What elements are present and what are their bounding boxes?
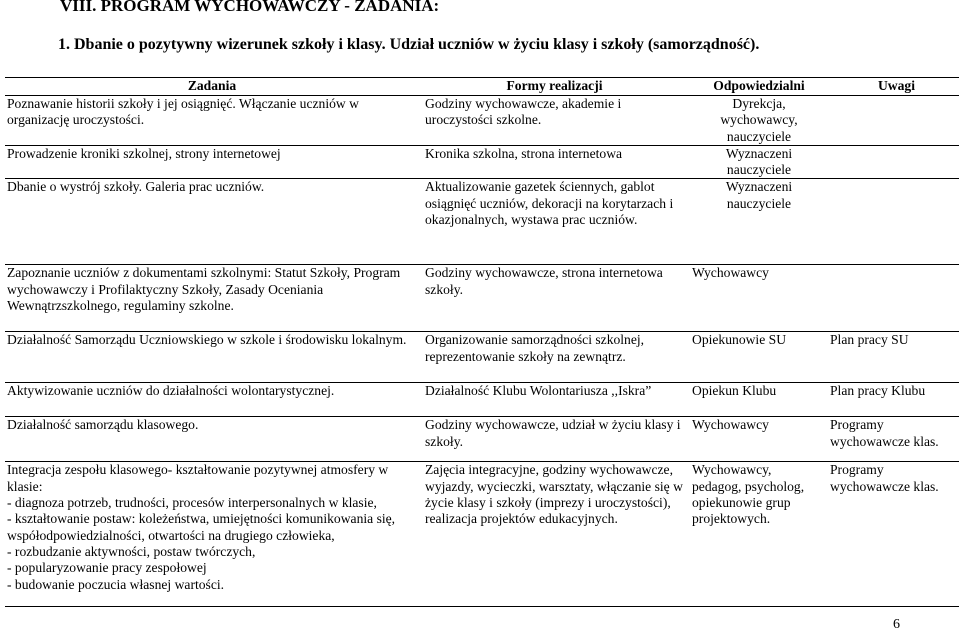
responsible-cell: Wychowawcy, pedagog, psycholog, opiekunowie grup projektowych. [690, 462, 828, 607]
task-cell: Poznawanie historii szkoły i jej osiągnięć. Włączanie uczniów w organizację uroczystości. [5, 96, 419, 146]
page-number: 6 [893, 617, 900, 632]
notes-cell: Programy wychowawcze klas. [828, 417, 959, 462]
column-header-tasks: Zadania [5, 78, 419, 96]
table-row [5, 462, 959, 607]
responsible-cell: Opiekun Klubu [690, 383, 828, 417]
forms-cell: Aktualizowanie gazetek ściennych, gablot osiągnięć uczniów, dekoracji na korytarzach i okazjonalnych, wystawa prac uczniów. [419, 179, 690, 265]
forms-cell: Kronika szkolna, strona internetowa [419, 145, 690, 179]
task-cell: Zapoznanie uczniów z dokumentami szkolnymi: Statut Szkoły, Program wychowawczy i Profilaktyczny Szkoły, Zasady Oceniania Wewnątrzszkolnego, regulaminy szkolne. [5, 265, 419, 332]
task-cell: Aktywizowanie uczniów do działalności wolontarystycznej. [5, 383, 419, 417]
responsible-cell: Wychowawcy [690, 417, 828, 462]
notes-cell [828, 145, 959, 179]
responsible-cell: Wychowawcy [690, 265, 828, 332]
task-cell: Dbanie o wystrój szkoły. Galeria prac uczniów. [5, 179, 419, 265]
notes-cell: Plan pracy Klubu [828, 383, 959, 417]
tasks-table [5, 77, 959, 607]
notes-cell: Plan pracy SU [828, 332, 959, 383]
notes-cell [828, 179, 959, 265]
table-row [5, 179, 959, 265]
notes-cell [828, 265, 959, 332]
responsible-cell: Dyrekcja, wychowawcy, nauczyciele [690, 96, 828, 146]
column-header-notes: Uwagi [828, 78, 959, 96]
task-cell: Integracja zespołu klasowego- kształtowanie pozytywnej atmosfery w klasie: - diagnoza potrzeb, trudności, procesów interpersonalnych w klasie, - kształtowanie postaw: koleżeństwa, umiejętności komunikowania się, współodpowiedzialności, otwartości na drugiego człowieka, - rozbudzanie aktywności, postaw twórczych, - popularyzowanie pracy zespołowej - budowanie poczucia własnej wartości. [5, 462, 419, 607]
table-row [5, 145, 959, 179]
responsible-cell: Wyznaczeni nauczyciele [690, 145, 828, 179]
forms-cell: Godziny wychowawcze, udział w życiu klasy i szkoły. [419, 417, 690, 462]
task-cell: Działalność samorządu klasowego. [5, 417, 419, 462]
table-row [5, 417, 959, 462]
forms-cell: Zajęcia integracyjne, godziny wychowawcze, wyjazdy, wycieczki, warsztaty, włączanie się w życie klasy i szkoły (imprezy i uroczystości), realizacja projektów edukacyjnych. [419, 462, 690, 607]
forms-cell: Organizowanie samorządności szkolnej, reprezentowanie szkoły na zewnątrz. [419, 332, 690, 383]
column-header-responsible: Odpowiedzialni [690, 78, 828, 96]
table-row [5, 332, 959, 383]
section-title: VIII. PROGRAM WYCHOWAWCZY - ZADANIA: [60, 0, 440, 15]
table-row [5, 265, 959, 332]
forms-cell: Godziny wychowawcze, akademie i uroczystości szkolne. [419, 96, 690, 146]
table-row [5, 96, 959, 146]
subsection-title: 1. Dbanie o pozytywny wizerunek szkoły i klasy. Udział uczniów w życiu klasy i szkoły (samorządność). [58, 36, 760, 53]
responsible-cell: Opiekunowie SU [690, 332, 828, 383]
responsible-cell: Wyznaczeni nauczyciele [690, 179, 828, 265]
task-cell: Prowadzenie kroniki szkolnej, strony internetowej [5, 145, 419, 179]
forms-cell: Działalność Klubu Wolontariusza ,,Iskra” [419, 383, 690, 417]
task-cell: Działalność Samorządu Uczniowskiego w szkole i środowisku lokalnym. [5, 332, 419, 383]
table-row [5, 383, 959, 417]
table-header-row [5, 78, 959, 96]
notes-cell: Programy wychowawcze klas. [828, 462, 959, 607]
notes-cell [828, 96, 959, 146]
forms-cell: Godziny wychowawcze, strona internetowa szkoły. [419, 265, 690, 332]
column-header-forms: Formy realizacji [419, 78, 690, 96]
